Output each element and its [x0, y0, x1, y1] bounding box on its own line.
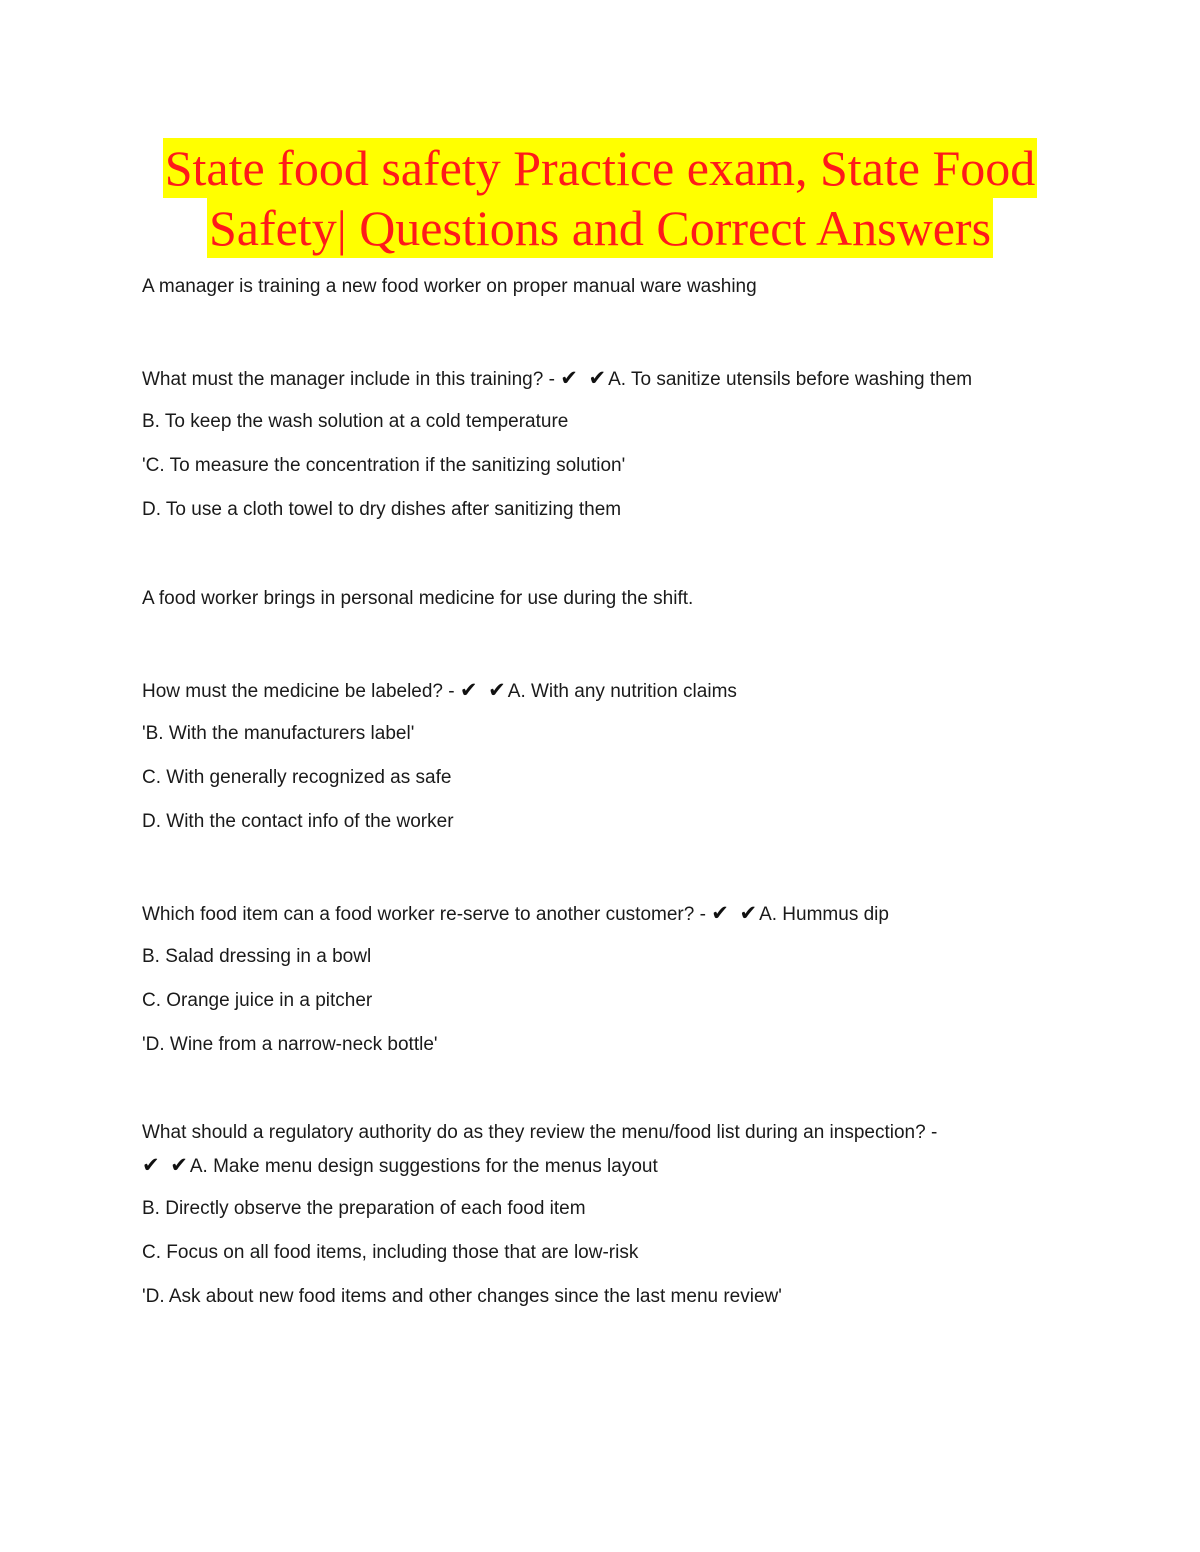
q1-answer: A. To sanitize utensils before washing them: [608, 369, 973, 390]
q4-option-d: 'D. Ask about new food items and other changes since the last menu review': [142, 1286, 782, 1307]
q1-question: What must the manager include in this training? -: [142, 369, 555, 390]
q2-question: How must the medicine be labeled? -: [142, 681, 455, 702]
q1-option-d: D. To use a cloth towel to dry dishes after sanitizing them: [142, 499, 622, 520]
title-line-2: Safety| Questions and Correct Answers: [208, 200, 992, 256]
q4-question: What should a regulatory authority do as they review the menu/food list during an inspection? -: [142, 1122, 938, 1143]
q3-option-d: 'D. Wine from a narrow-neck bottle': [142, 1034, 438, 1055]
q2-option-c: C. With generally recognized as safe: [142, 767, 452, 788]
q4-option-c: C. Focus on all food items, including those that are low-risk: [142, 1242, 639, 1263]
q2-option-b: 'B. With the manufacturers label': [142, 723, 415, 744]
check-mark-icon: ✔ ✔: [142, 1153, 190, 1177]
q3-option-b: B. Salad dressing in a bowl: [142, 946, 372, 967]
q3-answer: A. Hummus dip: [759, 904, 889, 925]
document-title: [0, 138, 1200, 258]
q1-option-b: B. To keep the wash solution at a cold temperature: [142, 411, 569, 432]
q4-option-b: B. Directly observe the preparation of each food item: [142, 1198, 586, 1219]
q2-answer: A. With any nutrition claims: [507, 681, 737, 702]
q4-answer-line: [142, 1153, 658, 1179]
check-mark-icon: ✔ ✔: [560, 366, 609, 390]
q3-option-c: C. Orange juice in a pitcher: [142, 990, 373, 1011]
q4-answer: A. Make menu design suggestions for the menus layout: [189, 1156, 658, 1177]
q1-option-c: 'C. To measure the concentration if the sanitizing solution': [142, 455, 626, 476]
q2-option-d: D. With the contact info of the worker: [142, 811, 454, 832]
q1-context: A manager is training a new food worker on proper manual ware washing: [142, 276, 757, 297]
check-mark-icon: ✔ ✔: [459, 678, 508, 702]
q1-question-line: [142, 366, 972, 392]
check-mark-icon: ✔ ✔: [711, 901, 760, 925]
q3-question: Which food item can a food worker re-serve to another customer? -: [142, 904, 706, 925]
title-line-1: State food safety Practice exam, State Food: [164, 140, 1036, 196]
q2-context: A food worker brings in personal medicine for use during the shift.: [142, 588, 694, 609]
q2-question-line: [142, 678, 737, 704]
q3-question-line: [142, 901, 889, 927]
